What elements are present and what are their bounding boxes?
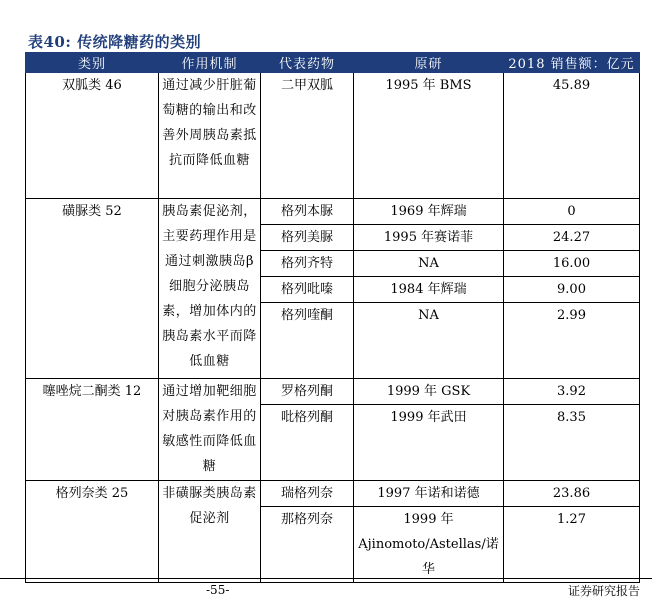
originator-cell: 1997 年诺和诺德 [354,481,504,507]
category-cell: 双胍类 46 [26,73,159,199]
footer-divider [0,578,652,579]
originator-cell: 1999 年Ajinomoto/Astellas/诺华 [354,507,504,583]
originator-cell: NA [354,303,504,379]
drug-cell: 格列美脲 [261,225,354,251]
footer-brand: 证券研究报告 [567,584,640,598]
table-row [26,481,640,507]
originator-cell: NA [354,251,504,277]
originator-cell: 1984 年辉瑞 [354,277,504,303]
sales-cell: 9.00 [504,277,640,303]
drug-cell: 罗格列酮 [261,379,354,405]
sales-cell: 0 [504,199,640,225]
table-row [26,379,640,405]
originator-cell: 1999 年 GSK [354,379,504,405]
sales-cell: 45.89 [504,73,640,199]
mechanism-cell: 通过增加靶细胞对胰岛素作用的敏感性而降低血糖 [159,379,261,481]
sales-cell: 3.92 [504,379,640,405]
mechanism-cell: 非磺脲类胰岛素促泌剂 [159,481,261,583]
category-cell: 噻唑烷二酮类 12 [26,379,159,481]
drug-cell: 吡格列酮 [261,405,354,481]
originator-cell: 1995 年赛诺菲 [354,225,504,251]
drug-cell: 瑞格列奈 [261,481,354,507]
drug-cell: 格列齐特 [261,251,354,277]
originator-cell: 1999 年武田 [354,405,504,481]
sales-cell: 8.35 [504,405,640,481]
originator-cell: 1969 年辉瑞 [354,199,504,225]
table-row [26,73,640,199]
drug-class-table [25,52,640,583]
sales-cell: 2.99 [504,303,640,379]
drug-cell: 格列本脲 [261,199,354,225]
category-cell: 格列奈类 25 [26,481,159,583]
sales-cell: 16.00 [504,251,640,277]
category-cell: 磺脲类 52 [26,199,159,379]
header-drug: 代表药物 [261,53,354,73]
sales-cell: 1.27 [504,507,640,583]
sales-cell: 23.86 [504,481,640,507]
header-originator: 原研 [354,53,504,73]
header-sales: 2018 销售额：亿元 [504,53,640,73]
table-row [26,199,640,225]
drug-cell: 二甲双胍 [261,73,354,199]
mechanism-cell: 胰岛素促泌剂，主要药理作用是通过刺激胰岛β细胞分泌胰岛素，增加体内的胰岛素水平而降低血糖 [159,199,261,379]
sales-cell: 24.27 [504,225,640,251]
page-number: -55- [206,583,230,597]
drug-cell: 那格列奈 [261,507,354,583]
header-category: 类别 [26,53,159,73]
originator-cell: 1995 年 BMS [354,73,504,199]
drug-cell: 格列吡嗪 [261,277,354,303]
table-title: 表40: 传统降糖药的类别 [28,33,202,51]
mechanism-cell: 通过减少肝脏葡萄糖的输出和改善外周胰岛素抵抗而降低血糖 [159,73,261,199]
drug-cell: 格列喹酮 [261,303,354,379]
header-mechanism: 作用机制 [159,53,261,73]
table-header [26,53,640,73]
